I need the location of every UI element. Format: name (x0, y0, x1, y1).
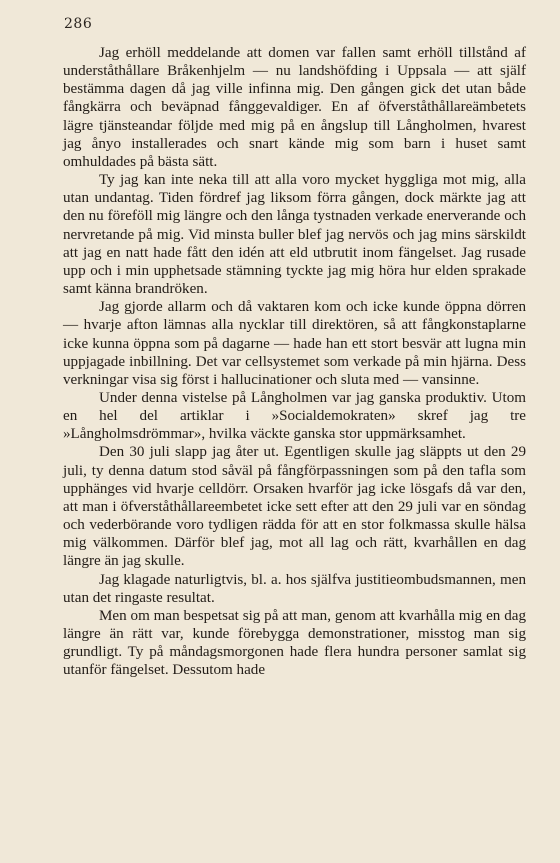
paragraph-6: Jag klagade naturligtvis, bl. a. hos själfva justitieombudsmannen, men utan det ringaste resultat. (63, 571, 526, 606)
paragraph-1: Jag erhöll meddelande att domen var fallen samt erhöll tillstånd af underståthållare Bråkenhjelm — nu landshöfding i Uppsala — att själf bestämma dagen då jag ville infinna mig. Den gången gick det utan både fångkärra och beväpnad fånggevaldiger. En af öfverståthållareämbetets lägre tjänsteandar följde med mig på en ångslup till Långholmen, hvarest jag ånyo installerades och snart kände mig som barn i huset samt omhuldades på bästa sätt. (63, 45, 526, 170)
page-number: 286 (64, 16, 93, 32)
paragraph-4: Under denna vistelse på Långholmen var jag ganska produktiv. Utom en hel del artiklar i »Socialdemokraten» skref jag tre »Långholmsdrömmar», hvilka väckte ganska stor uppmärksamhet. (63, 389, 526, 443)
body-text (63, 44, 526, 679)
paragraph-2: Ty jag kan inte neka till att alla voro mycket hyggliga mot mig, alla utan undantag. Tiden fördref jag liksom förra gången, dock märkte jag att den nu föreföll mig längre och den långa tystnaden verkade enerverande och nervretande på mig. Vid minsta buller blef jag nervös och jag mins särskildt att jag en natt hade fått den idén att eld utbrutit inom fängelset. Jag rusade upp och i min upphetsade stämning tyckte jag mig höra hur elden sprakade samt känna brandröken. (63, 172, 526, 298)
paragraph-3: Jag gjorde allarm och då vaktaren kom och icke kunde öppna dörren — hvarje afton lämnas alla nycklar till direktören, så att fångkonstaplarne icke kunna öppna som på dagarne — hade han ett stort besvär att lugna min uppjagade inbillning. Det var cellsystemet som verkade på min hjärna. Dess verkningar visa sig först i hallucinationer och sluta med — vansinne. (63, 299, 526, 388)
paragraph-7: Men om man bespetsat sig på att man, genom att kvarhålla mig en dag längre än rätt var, kunde förebygga demonstrationer, misstog man sig grundligt. Ty på måndagsmorgonen hade flera hundra personer samlat sig utanför fängelset. Dessutom hade (63, 607, 526, 679)
paragraph-5: Den 30 juli slapp jag åter ut. Egentligen skulle jag släppts ut den 29 juli, ty denna datum stod såväl på fångförpassningen som på den tafla som upphänges vid hvarje celldörr. Orsaken hvarför jag icke lösgafs då var den, att man i öfverståthållareembetet icke sett efter att den 29 juli var en söndag och vederbörande voro tydligen rädda för att en stor folkmassa skulle hälsa mig välkommen. Därför blef jag, mot all lag och rätt, kvarhållen en dag längre än jag skulle. (63, 444, 526, 570)
